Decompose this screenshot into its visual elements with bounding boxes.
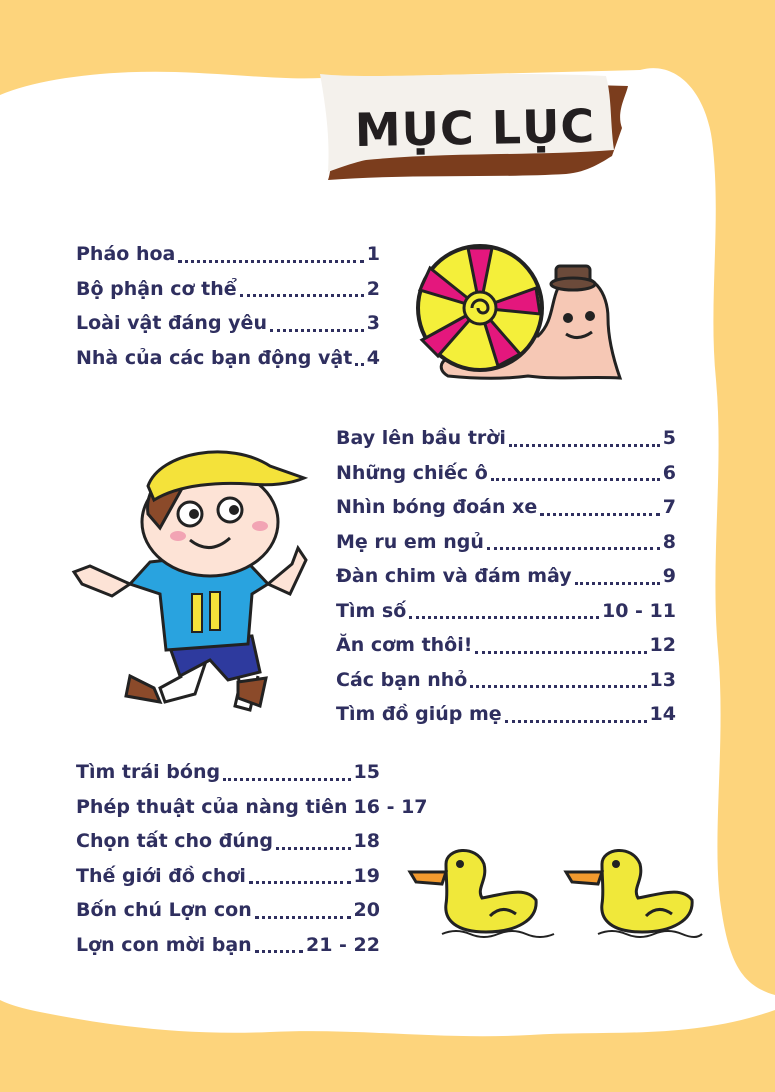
toc-entry[interactable] bbox=[76, 928, 380, 963]
toc-entry-title: Pháo hoa bbox=[76, 243, 176, 265]
toc-entry[interactable] bbox=[336, 663, 676, 698]
toc-entry-page: 15 bbox=[353, 761, 380, 783]
toc-entry-title: Nhà của các bạn động vật bbox=[76, 346, 353, 369]
toc-entry-title: Tìm số bbox=[336, 599, 407, 622]
toc-entry-page: 2 bbox=[366, 277, 380, 300]
toc-dot-leader bbox=[491, 478, 660, 481]
toc-entry-title: Những chiếc ô bbox=[336, 461, 488, 484]
toc-entry[interactable] bbox=[336, 594, 676, 629]
toc-entry-title: Đàn chim và đám mây bbox=[336, 565, 572, 587]
toc-dot-leader bbox=[470, 685, 646, 688]
toc-entry-title: Bốn chú Lợn con bbox=[76, 899, 252, 921]
toc-entry-page: 5 bbox=[662, 427, 676, 449]
toc-dot-leader bbox=[509, 444, 660, 447]
toc-entry[interactable] bbox=[336, 559, 676, 594]
toc-entry-page: 20 bbox=[353, 899, 380, 921]
toc-entry-title: Tìm trái bóng bbox=[76, 761, 221, 783]
toc-entry-page: 12 bbox=[649, 634, 676, 656]
toc-entry-page: 9 bbox=[662, 565, 676, 587]
toc-dot-leader bbox=[540, 513, 660, 516]
toc-entry-page: 7 bbox=[662, 496, 676, 518]
toc-entry-title: Nhìn bóng đoán xe bbox=[336, 496, 538, 518]
boy-running-illustration bbox=[70, 444, 310, 714]
toc-entry-page: 13 bbox=[649, 668, 676, 691]
toc-entry[interactable] bbox=[76, 859, 380, 894]
toc-dot-leader bbox=[355, 363, 363, 366]
toc-group-2 bbox=[336, 421, 676, 732]
toc-entry-page: 6 bbox=[662, 461, 676, 484]
toc-entry[interactable] bbox=[76, 893, 380, 928]
toc-entry-page: 18 bbox=[353, 830, 380, 852]
toc-dot-leader bbox=[575, 582, 660, 585]
toc-entry-title: Loài vật đáng yêu bbox=[76, 312, 267, 334]
toc-entry[interactable] bbox=[336, 697, 676, 732]
toc-group-3 bbox=[76, 755, 428, 962]
toc-entry-page: 16 - 17 bbox=[353, 795, 428, 818]
toc-dot-leader bbox=[255, 916, 351, 919]
toc-dot-leader bbox=[475, 651, 646, 654]
toc-entry-page: 4 bbox=[366, 346, 380, 369]
toc-entry[interactable] bbox=[336, 490, 676, 525]
toc-dot-leader bbox=[487, 547, 660, 550]
toc-dot-leader bbox=[505, 720, 647, 723]
toc-dot-leader bbox=[249, 881, 351, 884]
toc-entry-page: 14 bbox=[649, 703, 676, 725]
toc-dot-leader bbox=[223, 778, 350, 781]
toc-entry[interactable] bbox=[336, 456, 676, 491]
toc-entry-page: 3 bbox=[366, 312, 380, 334]
toc-dot-leader bbox=[178, 260, 363, 263]
toc-entry-title: Các bạn nhỏ bbox=[336, 668, 468, 691]
toc-entry[interactable] bbox=[76, 237, 380, 272]
toc-entry-title: Mẹ ru em ngủ bbox=[336, 530, 484, 553]
toc-entry-title: Phép thuật của nàng tiên bbox=[76, 795, 348, 818]
page-title: MỤC LỤC bbox=[354, 98, 596, 158]
toc-entry[interactable] bbox=[76, 790, 428, 825]
duck-right bbox=[566, 850, 702, 937]
toc-entry-title: Tìm đồ giúp mẹ bbox=[336, 703, 502, 725]
toc-entry[interactable] bbox=[336, 628, 676, 663]
toc-dot-leader bbox=[240, 294, 364, 297]
toc-entry[interactable] bbox=[76, 272, 380, 307]
toc-entry-title: Thế giới đồ chơi bbox=[76, 864, 246, 887]
toc-dot-leader bbox=[409, 616, 599, 619]
yellow-ducks-illustration bbox=[406, 844, 706, 944]
snail-illustration bbox=[408, 248, 623, 388]
toc-entry[interactable] bbox=[336, 421, 676, 456]
toc-entry-page: 1 bbox=[366, 243, 380, 265]
toc-entry-title: Lợn con mời bạn bbox=[76, 933, 252, 956]
toc-entry[interactable] bbox=[76, 341, 380, 376]
toc-entry-title: Bay lên bầu trời bbox=[336, 427, 506, 449]
toc-dot-leader bbox=[276, 847, 351, 850]
toc-entry[interactable] bbox=[336, 525, 676, 560]
toc-entry-title: Ăn cơm thôi! bbox=[336, 634, 473, 656]
toc-group-1 bbox=[76, 237, 380, 375]
toc-entry-page: 19 bbox=[353, 864, 380, 887]
toc-entry[interactable] bbox=[76, 755, 380, 790]
toc-entry-title: Chọn tất cho đúng bbox=[76, 830, 273, 852]
toc-entry-page: 21 - 22 bbox=[306, 933, 380, 956]
toc-entry-title: Bộ phận cơ thể bbox=[76, 277, 237, 300]
toc-entry[interactable] bbox=[76, 824, 380, 859]
toc-entry-page: 8 bbox=[662, 530, 676, 553]
toc-dot-leader bbox=[270, 329, 364, 332]
toc-dot-leader bbox=[255, 950, 303, 953]
duck-left bbox=[410, 850, 554, 937]
toc-entry[interactable] bbox=[76, 306, 380, 341]
toc-entry-page: 10 - 11 bbox=[602, 599, 676, 622]
